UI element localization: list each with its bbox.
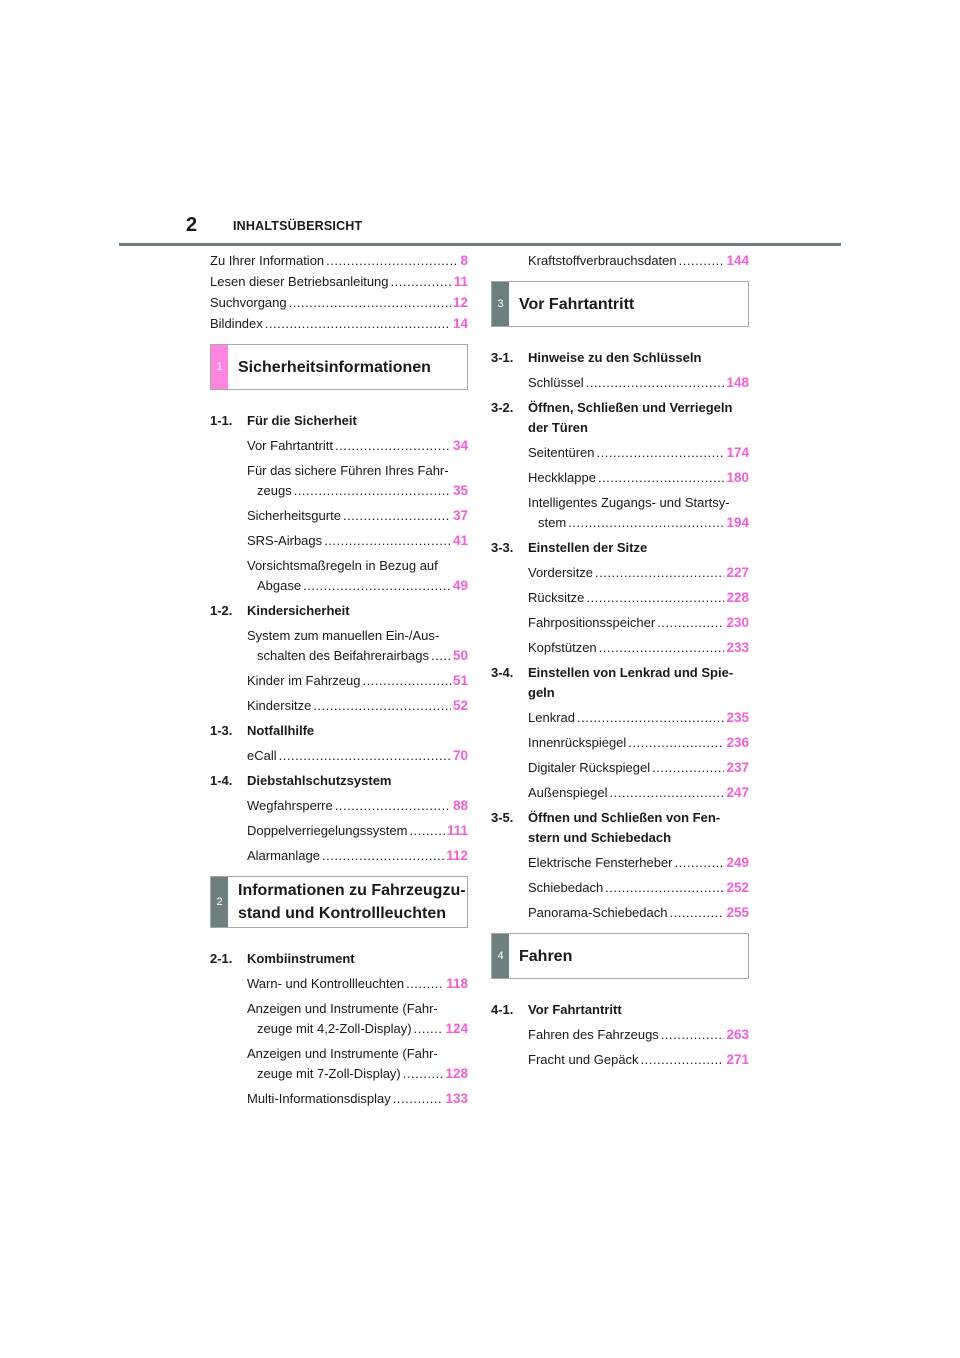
toc-entry-title: Fahrpositionsspeicher	[528, 615, 656, 630]
dot-leader	[605, 878, 724, 898]
toc-entry[interactable]	[491, 758, 749, 778]
toc-entry-title: Kindersitze	[247, 698, 312, 713]
toc-entry-title: Doppelverriegelungssystem	[247, 823, 408, 838]
toc-entry[interactable]	[491, 733, 749, 753]
toc-entry-line	[247, 481, 468, 501]
toc-entry-title: Elektrische Fensterheber	[528, 855, 673, 870]
toc-entry-title: Warn- und Kontrollleuchten	[247, 976, 405, 991]
page-link[interactable]: 34	[452, 438, 468, 453]
dot-leader	[610, 783, 725, 803]
toc-entry-body	[491, 708, 749, 728]
toc-entry[interactable]	[210, 671, 468, 691]
chapter-title: Sicherheitsinformationen	[238, 358, 431, 376]
dot-leader	[403, 1064, 444, 1084]
toc-entry-body	[210, 999, 468, 1039]
dot-leader	[362, 671, 451, 691]
page-link[interactable]: 235	[726, 710, 749, 725]
chapter-number: 1	[211, 345, 228, 389]
toc-entry-title: zeugs	[257, 483, 292, 498]
toc-entry-title: Suchvorgang	[210, 295, 287, 310]
page-link[interactable]: 255	[726, 905, 749, 920]
toc-entry-title-line1: System zum manuellen Ein-/Aus-	[247, 628, 440, 643]
toc-entry[interactable]	[491, 708, 749, 728]
page-link[interactable]: 112	[446, 848, 468, 863]
toc-entry-body	[491, 251, 749, 271]
header-title: INHALTSÜBERSICHT	[233, 219, 363, 233]
toc-entry-body	[210, 506, 468, 526]
toc-entry-body	[210, 436, 468, 456]
page-link[interactable]: 263	[726, 1027, 749, 1042]
page-link[interactable]: 41	[452, 533, 468, 548]
page-link[interactable]: 50	[452, 648, 468, 663]
section-items	[210, 626, 468, 716]
toc-entry[interactable]	[491, 613, 749, 633]
toc-entry-title: Sicherheitsgurte	[247, 508, 341, 523]
toc-entry-title-line1: Anzeigen und Instrumente (Fahr-	[247, 1046, 438, 1061]
toc-entry-title: SRS-Airbags	[247, 533, 323, 548]
dot-leader	[595, 563, 724, 583]
dot-leader	[628, 733, 724, 753]
toc-entry-body	[491, 1025, 749, 1045]
toc-entry-title: Fracht und Gepäck	[528, 1052, 639, 1067]
toc-entry-body	[491, 853, 749, 873]
toc-entry[interactable]	[491, 563, 749, 583]
section-items	[491, 373, 749, 393]
toc-entry-title: Außenspiegel	[528, 785, 608, 800]
toc-entry-line	[247, 746, 468, 766]
toc-entry-body	[210, 626, 468, 666]
section-items	[210, 436, 468, 596]
toc-entry-title: Alarmanlage	[247, 848, 320, 863]
dot-leader	[313, 696, 451, 716]
toc-entry-line	[247, 671, 468, 691]
toc-entry-line	[247, 1089, 468, 1109]
page-link[interactable]: 14	[452, 316, 468, 331]
toc-entry-body	[210, 796, 468, 816]
toc-entry[interactable]	[491, 1050, 749, 1070]
page-link[interactable]: 70	[452, 748, 468, 763]
section-heading: 4-1. Vor Fahrtantritt	[491, 1002, 622, 1017]
dot-leader	[409, 821, 445, 841]
dot-leader	[598, 468, 725, 488]
dot-leader	[597, 443, 725, 463]
toc-entry[interactable]	[210, 796, 468, 816]
chapter-title: Vor Fahrtantritt	[519, 295, 635, 313]
toc-entry[interactable]	[491, 1025, 749, 1045]
toc-entry-body	[210, 556, 468, 596]
dot-leader	[335, 436, 451, 456]
toc-left-column	[210, 251, 468, 1114]
toc-entry-title: zeuge mit 4,2-Zoll-Display)	[257, 1021, 412, 1036]
toc-entry[interactable]	[491, 588, 749, 608]
toc-entry-body	[491, 758, 749, 778]
toc-entry-body	[491, 493, 749, 533]
page-link[interactable]: 11	[453, 274, 468, 289]
toc-entry[interactable]	[491, 468, 749, 488]
toc-entry-body	[210, 531, 468, 551]
toc-entry-line	[528, 903, 749, 923]
section-items	[491, 443, 749, 533]
toc-entry[interactable]	[491, 443, 749, 463]
toc-entry-body	[491, 373, 749, 393]
page-link[interactable]: 271	[726, 1052, 749, 1067]
chapter-2-header[interactable]	[210, 876, 468, 928]
chapter-1-header[interactable]	[210, 344, 468, 390]
page-number: 2	[186, 214, 198, 236]
toc-entry-title: Lenkrad	[528, 710, 575, 725]
toc-entry-line	[528, 853, 749, 873]
toc-entry-title: Vor Fahrtantritt	[247, 438, 333, 453]
toc-entry-title: Lesen dieser Betriebsanleitung	[210, 274, 389, 289]
header-rule	[119, 243, 841, 246]
toc-entry-body	[210, 251, 468, 271]
toc-entry-title: Kraftstoffverbrauchsdaten	[528, 253, 677, 268]
toc-entry-line	[210, 314, 468, 334]
chapter-title: Fahren	[519, 947, 573, 965]
toc-entry-line	[528, 733, 749, 753]
page-link[interactable]: 128	[445, 1066, 468, 1081]
toc-entry-title: Kopfstützen	[528, 640, 597, 655]
toc-entry-line	[247, 436, 468, 456]
page-link[interactable]: 52	[452, 698, 468, 713]
dot-leader	[599, 638, 725, 658]
toc-entry-body	[210, 696, 468, 716]
section-items	[491, 708, 749, 803]
toc-entry-body	[210, 293, 468, 313]
toc-entry-line	[528, 878, 749, 898]
page-link[interactable]: 249	[726, 855, 749, 870]
chapter-title: Informationen zu Fahrzeugzu- stand und Kontrollleuchten	[238, 882, 466, 922]
section-heading: 1-2. Kindersicherheit	[210, 603, 350, 618]
toc-entry[interactable]	[210, 821, 468, 841]
page-link[interactable]: 247	[726, 785, 749, 800]
dot-leader	[322, 846, 444, 866]
toc-entry-body	[210, 974, 468, 994]
page-link[interactable]: 51	[452, 673, 468, 688]
toc-entry-title-line1: Für das sichere Führen Ihres Fahr-	[247, 463, 449, 478]
page-link[interactable]: 174	[726, 445, 749, 460]
dot-leader	[406, 974, 444, 994]
toc-entry-line	[210, 272, 468, 292]
dot-leader	[265, 314, 451, 334]
toc-entry-body	[210, 821, 468, 841]
toc-entry[interactable]	[210, 251, 468, 271]
page-link[interactable]: 88	[452, 798, 468, 813]
toc-entry-title: zeuge mit 7-Zoll-Display)	[257, 1066, 401, 1081]
dot-leader	[586, 588, 724, 608]
toc-entry-body	[491, 468, 749, 488]
toc-entry-title-line1: Intelligentes Zugangs- und Startsy-	[528, 495, 730, 510]
toc-entry-line	[528, 251, 749, 271]
toc-entry[interactable]	[491, 878, 749, 898]
chapter-number: 4	[492, 934, 509, 978]
toc-entry-line	[528, 513, 749, 533]
toc-entry[interactable]	[210, 314, 468, 334]
toc-entry-body	[491, 443, 749, 463]
dot-leader	[343, 506, 451, 526]
page-link[interactable]: 227	[726, 565, 749, 580]
toc-entry-body	[210, 272, 468, 292]
page-link[interactable]: 111	[446, 823, 468, 838]
chapter-3-header[interactable]	[491, 281, 749, 327]
toc-entry[interactable]	[491, 493, 749, 533]
section-items	[491, 1025, 749, 1070]
dot-leader	[289, 293, 451, 313]
toc-entry-line	[528, 638, 749, 658]
dot-leader	[657, 613, 724, 633]
toc-entry-title: Kinder im Fahrzeug	[247, 673, 361, 688]
dot-leader	[294, 481, 451, 501]
toc-entry-title: Wegfahrsperre	[247, 798, 333, 813]
toc-entry-title: stem	[538, 515, 567, 530]
toc-entry-title: eCall	[247, 748, 277, 763]
toc-entry-line	[528, 443, 749, 463]
dot-leader	[669, 903, 724, 923]
section-items	[210, 796, 468, 866]
dot-leader	[641, 1050, 725, 1070]
dot-leader	[586, 373, 725, 393]
toc-entry-line	[247, 1064, 468, 1084]
section-heading: 3-1. Hinweise zu den Schlüsseln	[491, 350, 702, 365]
toc-entry-line	[247, 506, 468, 526]
page-link[interactable]: 35	[452, 483, 468, 498]
toc-entry-body	[491, 613, 749, 633]
toc-entry-body	[210, 314, 468, 334]
dot-leader	[326, 251, 458, 271]
page-link[interactable]: 8	[460, 253, 468, 268]
toc-entry[interactable]	[491, 638, 749, 658]
toc-entry-title: Panorama-Schiebedach	[528, 905, 668, 920]
toc-entry-title: Digitaler Rückspiegel	[528, 760, 651, 775]
toc-entry-body	[491, 878, 749, 898]
section-heading: 1-3. Notfallhilfe	[210, 723, 315, 738]
toc-right-column	[491, 251, 749, 1075]
dot-leader	[675, 853, 725, 873]
toc-entry[interactable]	[210, 1089, 468, 1109]
toc-entry-body	[210, 846, 468, 866]
page-link[interactable]: 148	[726, 375, 749, 390]
toc-entry-line	[247, 531, 468, 551]
page-link[interactable]: 252	[726, 880, 749, 895]
toc-entry-body	[491, 1050, 749, 1070]
toc-entry[interactable]	[210, 1044, 468, 1084]
toc-entry[interactable]	[210, 506, 468, 526]
toc-entry-line	[528, 468, 749, 488]
page-link[interactable]: 133	[445, 1091, 468, 1106]
toc-entry[interactable]	[210, 272, 468, 292]
toc-entry-body	[210, 1089, 468, 1109]
page-link[interactable]: 180	[726, 470, 749, 485]
toc-entry-title: schalten des Beifahrerairbags	[257, 648, 429, 663]
toc-entry[interactable]	[491, 903, 749, 923]
dot-leader	[679, 251, 725, 271]
toc-entry[interactable]	[210, 436, 468, 456]
toc-entry-line	[528, 563, 749, 583]
toc-entry-line	[247, 796, 468, 816]
toc-entry-title: Bildindex	[210, 316, 263, 331]
page-link[interactable]: 49	[452, 578, 468, 593]
toc-entry[interactable]	[210, 531, 468, 551]
toc-entry-line	[247, 974, 468, 994]
toc-entry-title: Innenrückspiegel	[528, 735, 627, 750]
chapter-number: 2	[211, 877, 228, 927]
dot-leader	[303, 576, 451, 596]
toc-entry[interactable]	[491, 251, 749, 271]
toc-entry[interactable]	[210, 746, 468, 766]
toc-entry-line	[528, 1025, 749, 1045]
page-link[interactable]: 230	[726, 615, 749, 630]
toc-entry-line	[247, 1019, 468, 1039]
toc-entry-title: Zu Ihrer Information	[210, 253, 325, 268]
toc-entry-body	[210, 746, 468, 766]
dot-leader	[335, 796, 451, 816]
toc-entry-title: Seitentüren	[528, 445, 595, 460]
toc-entry-line	[247, 646, 468, 666]
toc-entry-title-line1: Vorsichtsmaßregeln in Bezug auf	[247, 558, 438, 573]
dot-leader	[414, 1019, 444, 1039]
toc-entry-line	[528, 373, 749, 393]
chapter-4-header[interactable]	[491, 933, 749, 979]
section-heading: 3-2. Öffnen, Schließen und Verriegeln der Türen	[491, 400, 733, 435]
toc-entry-line	[528, 758, 749, 778]
toc-entry[interactable]	[210, 556, 468, 596]
toc-entry-title: Vordersitze	[528, 565, 594, 580]
page-link[interactable]: 118	[446, 976, 468, 991]
toc-entry-body	[491, 903, 749, 923]
section-heading: 3-5. Öffnen und Schließen von Fen- stern und Schiebedach	[491, 810, 721, 845]
toc-entry-title: Schiebedach	[528, 880, 604, 895]
toc-entry-title: Rücksitze	[528, 590, 585, 605]
toc-entry-line	[247, 821, 468, 841]
section-items	[491, 853, 749, 923]
toc-entry-body	[491, 588, 749, 608]
toc-entry-title: Fahren des Fahrzeugs	[528, 1027, 659, 1042]
toc-entry-title: Heckklappe	[528, 470, 596, 485]
toc-entry[interactable]	[491, 783, 749, 803]
toc-entry[interactable]	[210, 461, 468, 501]
toc-entry-line	[528, 613, 749, 633]
page-link[interactable]: 194	[726, 515, 749, 530]
toc-entry-title: Schlüssel	[528, 375, 584, 390]
toc-entry-body	[491, 733, 749, 753]
toc-entry-line	[528, 708, 749, 728]
dot-leader	[661, 1025, 725, 1045]
toc-entry-line	[528, 588, 749, 608]
dot-leader	[391, 272, 452, 292]
chapter-number: 3	[492, 282, 509, 326]
toc-entry-line	[247, 696, 468, 716]
toc-entry[interactable]	[210, 626, 468, 666]
continued-item	[491, 251, 749, 271]
page-link[interactable]: 236	[726, 735, 749, 750]
toc-entry-body	[210, 671, 468, 691]
page-link[interactable]: 233	[726, 640, 749, 655]
page-link[interactable]: 37	[452, 508, 468, 523]
toc-entry[interactable]	[210, 999, 468, 1039]
toc-entry-body	[491, 638, 749, 658]
toc-entry-body	[491, 783, 749, 803]
dot-leader	[568, 513, 724, 533]
toc-entry-title-line1: Anzeigen und Instrumente (Fahr-	[247, 1001, 438, 1016]
toc-entry[interactable]	[210, 846, 468, 866]
toc-entry[interactable]	[210, 974, 468, 994]
dot-leader	[324, 531, 451, 551]
section-heading: 3-4. Einstellen von Lenkrad und Spie- geln	[491, 665, 734, 700]
toc-entry-line	[247, 576, 468, 596]
toc-entry[interactable]	[210, 696, 468, 716]
page-link[interactable]: 144	[726, 253, 749, 268]
toc-entry-title: Abgase	[257, 578, 302, 593]
page-link[interactable]: 12	[452, 295, 468, 310]
toc-entry-line	[210, 251, 468, 271]
section-items	[210, 746, 468, 766]
toc-entry-line	[210, 293, 468, 313]
toc-entry[interactable]	[491, 373, 749, 393]
toc-entry-body	[210, 1044, 468, 1084]
page-link[interactable]: 228	[726, 590, 749, 605]
page-link[interactable]: 237	[726, 760, 749, 775]
dot-leader	[279, 746, 451, 766]
intro-list	[210, 251, 468, 334]
section-items	[491, 563, 749, 658]
dot-leader	[577, 708, 724, 728]
section-heading: 1-4. Diebstahlschutzsystem	[210, 773, 392, 788]
section-heading: 3-3. Einstellen der Sitze	[491, 540, 648, 555]
toc-entry-line	[528, 1050, 749, 1070]
toc-entry[interactable]	[210, 293, 468, 313]
toc-entry-title: Multi-Informationsdisplay	[247, 1091, 391, 1106]
section-heading: 2-1. Kombiinstrument	[210, 951, 355, 966]
dot-leader	[652, 758, 724, 778]
page-link[interactable]: 124	[445, 1021, 468, 1036]
section-items	[210, 974, 468, 1109]
section-heading: 1-1. Für die Sicherheit	[210, 413, 357, 428]
toc-entry[interactable]	[491, 853, 749, 873]
toc-entry-body	[491, 563, 749, 583]
toc-entry-line	[528, 783, 749, 803]
dot-leader	[431, 646, 451, 666]
toc-entry-line	[247, 846, 468, 866]
toc-entry-body	[210, 461, 468, 501]
dot-leader	[393, 1089, 444, 1109]
